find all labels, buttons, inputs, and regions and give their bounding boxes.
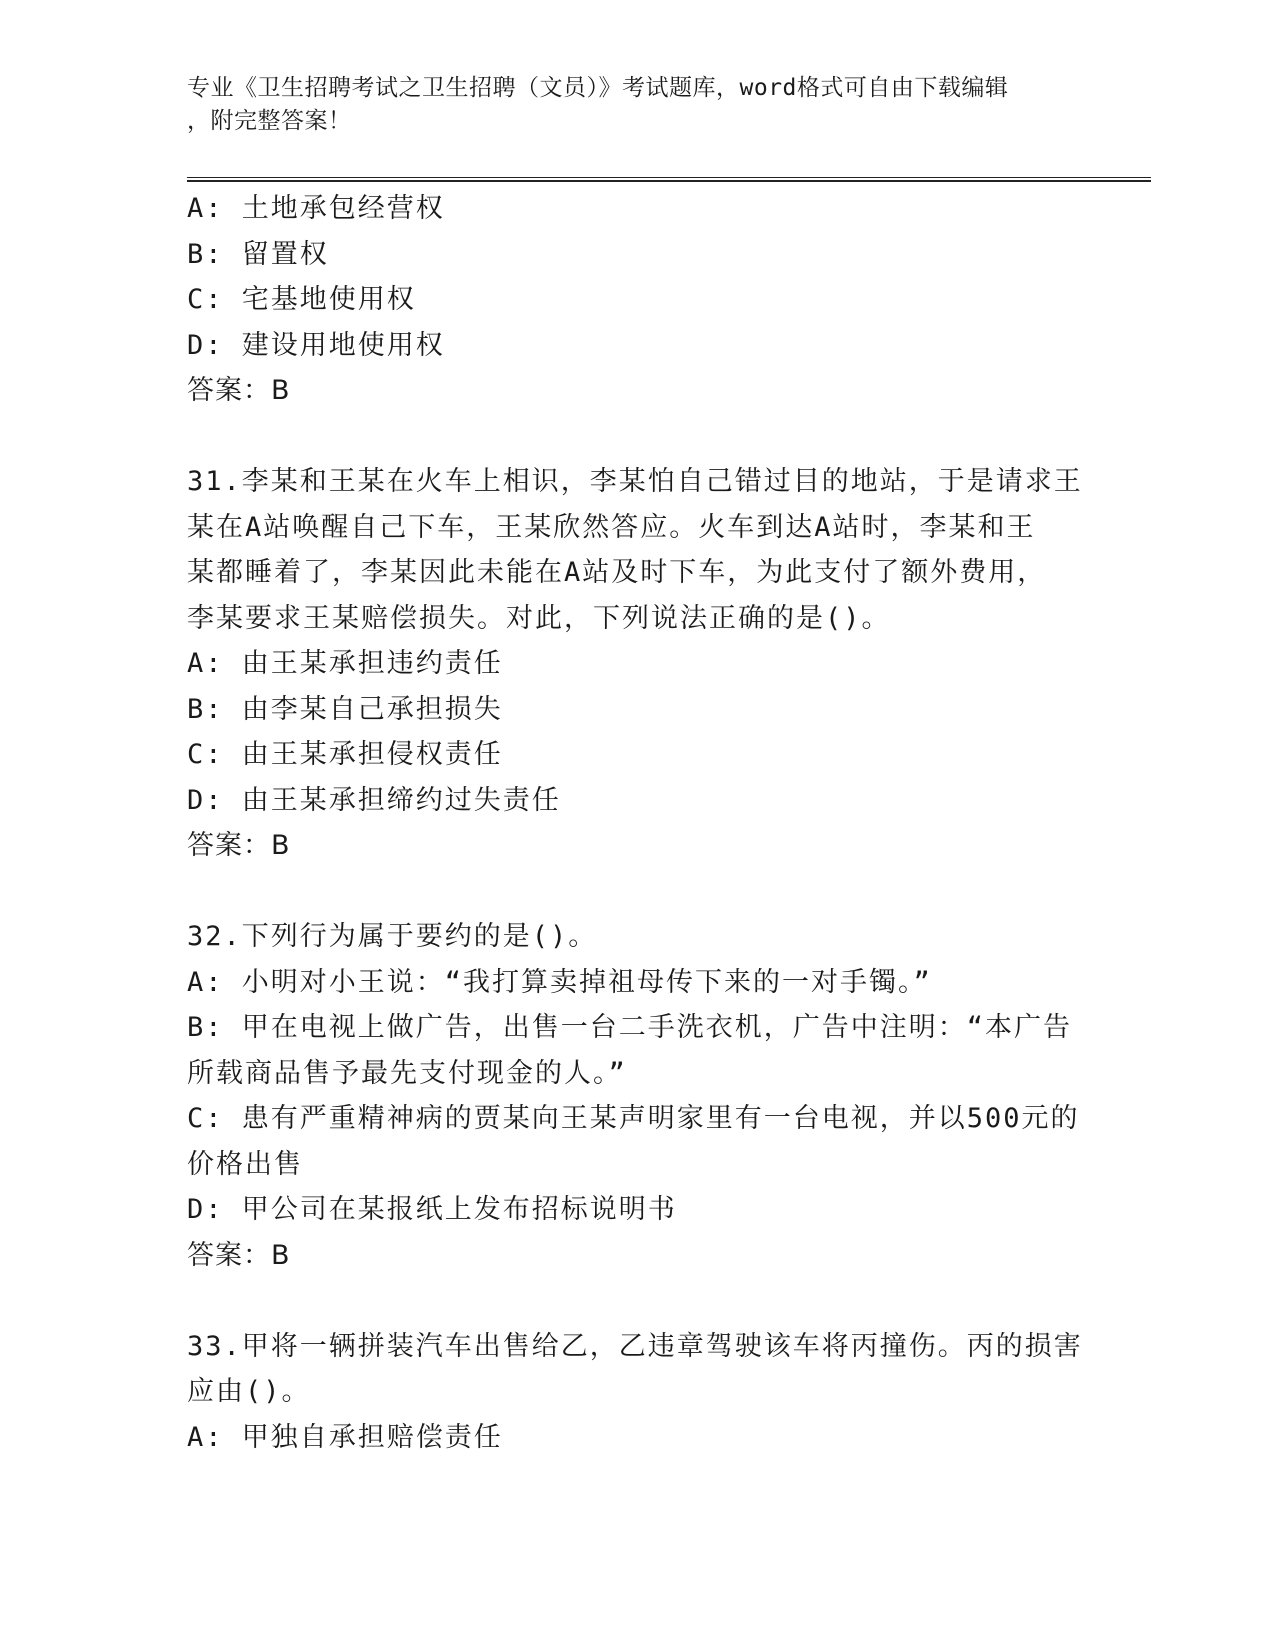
option-d: D: 由王某承担缔约过失责任 [187, 784, 561, 816]
document-header [187, 72, 1067, 138]
question-spacer [187, 869, 1087, 915]
question-content [187, 186, 1087, 1460]
question-stem-line: 32.下列行为属于要约的是()。 [187, 921, 598, 952]
question-stem-line: 李某要求王某赔偿损失。对此，下列说法正确的是()。 [187, 602, 891, 634]
question-31 [187, 459, 1087, 869]
option-b: B: 留置权 [187, 238, 329, 270]
option-c: C: 由王某承担侵权责任 [187, 739, 503, 770]
option-a: A: 土地承包经营权 [187, 193, 445, 224]
option-d: D: 建设用地使用权 [187, 329, 445, 361]
question-stem-line: 某都睡着了，李某因此未能在A站及时下车，为此支付了额外费用， [187, 557, 1047, 588]
question-stem-line: 31.李某和王某在火车上相识，李某怕自己错过目的地站，于是请求王 [187, 466, 1083, 497]
header-divider [187, 177, 1151, 182]
option-b: B: 由李某自己承担损失 [187, 693, 503, 725]
question-spacer [187, 414, 1087, 460]
option-a: A: 由王某承担违约责任 [187, 648, 503, 679]
question-stem-line: 应由()。 [187, 1376, 311, 1407]
answer-label: 答案：B [187, 1239, 291, 1271]
option-b: B: 甲在电视上做广告，出售一台二手洗衣机，广告中注明：“本广告 [187, 1012, 1073, 1043]
option-d: D: 甲公司在某报纸上发布招标说明书 [187, 1194, 677, 1225]
question-spacer [187, 1278, 1087, 1324]
header-line-1: 专业《卫生招聘考试之卫生招聘（文员）》考试题库，word格式可自由下载编辑 [187, 75, 1009, 101]
question-stem-line: 33.甲将一辆拼装汽车出售给乙，乙违章驾驶该车将丙撞伤。丙的损害 [187, 1330, 1083, 1362]
question-32 [187, 914, 1087, 1278]
option-b-continued: 所载商品售予最先支付现金的人。” [187, 1057, 627, 1089]
option-c: C: 宅基地使用权 [187, 284, 416, 315]
option-a: A: 小明对小王说：“我打算卖掉祖母传下来的一对手镯。” [187, 966, 932, 998]
option-c-continued: 价格出售 [187, 1148, 303, 1180]
answer-label: 答案：B [187, 830, 291, 861]
question-stem-line: 某在A站唤醒自己下车，王某欣然答应。火车到达A站时，李某和王 [187, 511, 1036, 543]
question-33 [187, 1324, 1087, 1461]
option-a: A: 甲独自承担赔偿责任 [187, 1421, 503, 1453]
header-line-2: ，附完整答案！ [187, 108, 352, 134]
question-30 [187, 186, 1087, 414]
answer-label: 答案：B [187, 375, 291, 406]
option-c: C: 患有严重精神病的贾某向王某声明家里有一台电视，并以500元的 [187, 1103, 1080, 1134]
